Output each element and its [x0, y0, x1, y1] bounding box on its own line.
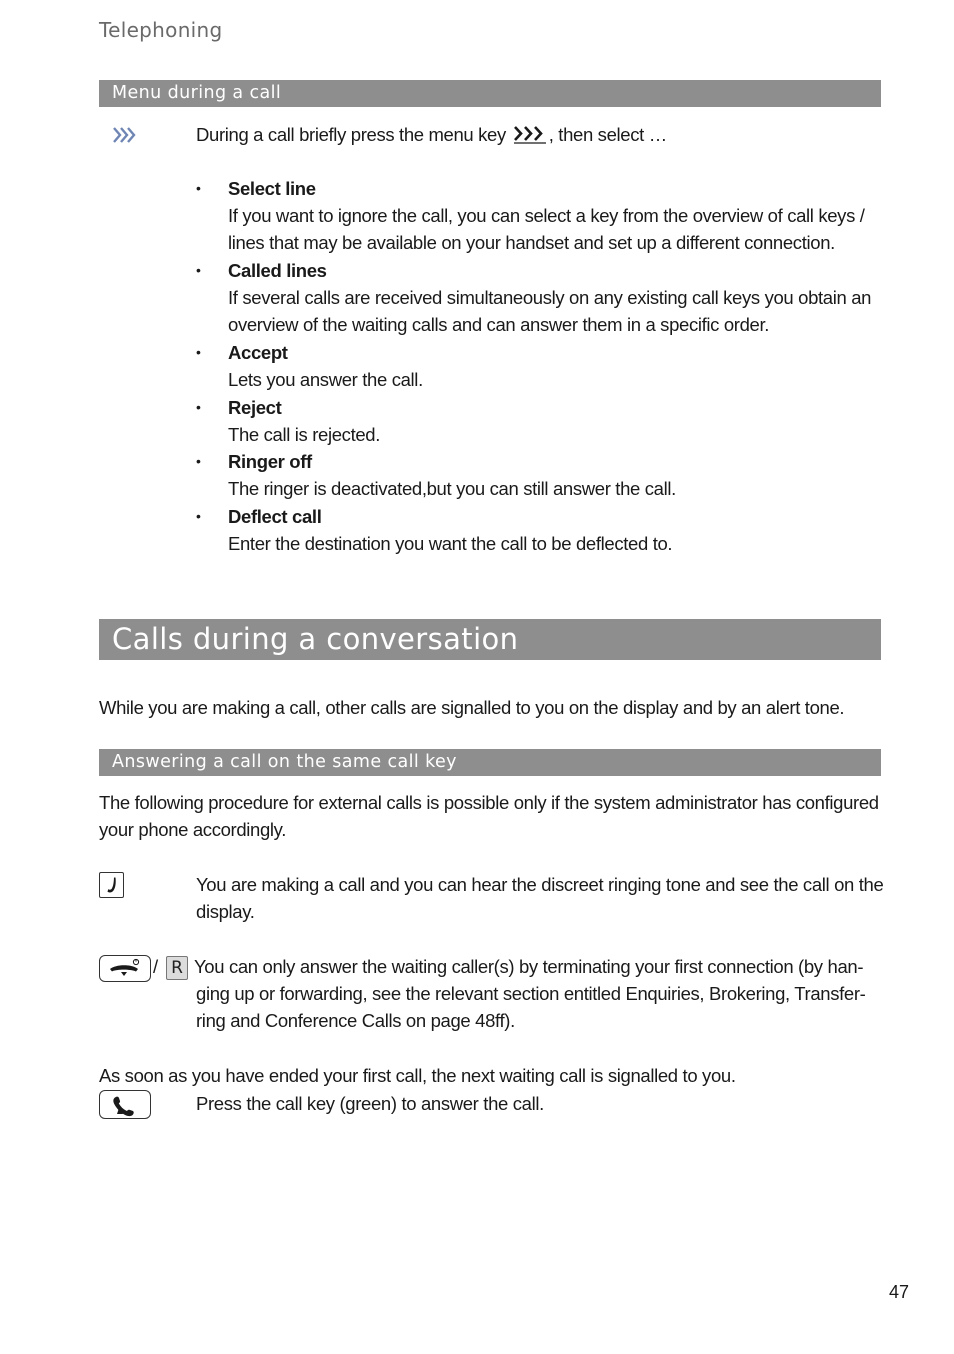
- menu-item-term: Select line: [228, 178, 316, 199]
- answer-intro: your phone accordingly.: [99, 819, 287, 840]
- bullet: •: [196, 508, 201, 524]
- bullet: •: [196, 399, 201, 415]
- menu-item-desc: Lets you answer the call.: [228, 369, 423, 390]
- section-heading-answering: Answering a call on the same call key: [99, 749, 881, 776]
- running-header: Telephoning: [99, 18, 223, 42]
- menu-intro: [196, 121, 667, 151]
- bullet: •: [196, 453, 201, 469]
- menu-item-term: Accept: [228, 342, 288, 363]
- r-key-icon: R: [166, 956, 188, 980]
- section-heading-menu: Menu during a call: [99, 80, 881, 107]
- menu-item-desc: The ringer is deactivated,but you can still answer the call.: [228, 478, 676, 499]
- handset-active-icon: [99, 872, 124, 898]
- step2-text: ring and Conference Calls on page 48ff).: [196, 1010, 515, 1031]
- menu-item-desc: The call is rejected.: [228, 424, 381, 445]
- answer-note: As soon as you have ended your first call, the next waiting call is signalled to you.: [99, 1065, 736, 1086]
- menu-item-desc: If you want to ignore the call, you can select a key from the overview of call keys /: [228, 205, 865, 226]
- step2-separator: /: [153, 956, 158, 977]
- menu-item-term: Deflect call: [228, 506, 322, 527]
- menu-item-desc: overview of the waiting calls and can answer them in a specific order.: [228, 314, 770, 335]
- calls-intro: While you are making a call, other calls are signalled to you on the display and by an alert tone.: [99, 697, 845, 718]
- menu-key-icon: [513, 124, 547, 151]
- menu-intro-after: , then select …: [548, 124, 667, 145]
- end-call-key-icon: [99, 955, 151, 982]
- bullet: •: [196, 344, 201, 360]
- step1-text: You are making a call and you can hear the discreet ringing tone and see the call on the: [196, 874, 884, 895]
- menu-item-desc: lines that may be available on your handset and set up a different connection.: [228, 232, 835, 253]
- bullet: •: [196, 262, 201, 278]
- page-number: 47: [889, 1282, 910, 1302]
- menu-arrows-icon: [112, 124, 138, 151]
- menu-item-desc: If several calls are received simultaneously on any existing call keys you obtain an: [228, 287, 872, 308]
- call-key-icon: [99, 1090, 151, 1119]
- menu-item-term: Ringer off: [228, 451, 312, 472]
- step2-text: ging up or forwarding, see the relevant section entitled Enquiries, Brokering, Transfer-: [196, 983, 866, 1004]
- menu-item-desc: Enter the destination you want the call to be deflected to.: [228, 533, 673, 554]
- chapter-heading: Calls during a conversation: [99, 619, 881, 660]
- menu-item-term: Called lines: [228, 260, 327, 281]
- bullet: •: [196, 180, 201, 196]
- step2-text: You can only answer the waiting caller(s) by terminating your first connection (by han-: [194, 956, 864, 977]
- answer-intro: The following procedure for external calls is possible only if the system administrator has configured: [99, 792, 879, 813]
- step1-text: display.: [196, 901, 255, 922]
- step3-text: Press the call key (green) to answer the call.: [196, 1093, 544, 1114]
- menu-intro-before: During a call briefly press the menu key: [196, 124, 506, 145]
- menu-item-term: Reject: [228, 397, 282, 418]
